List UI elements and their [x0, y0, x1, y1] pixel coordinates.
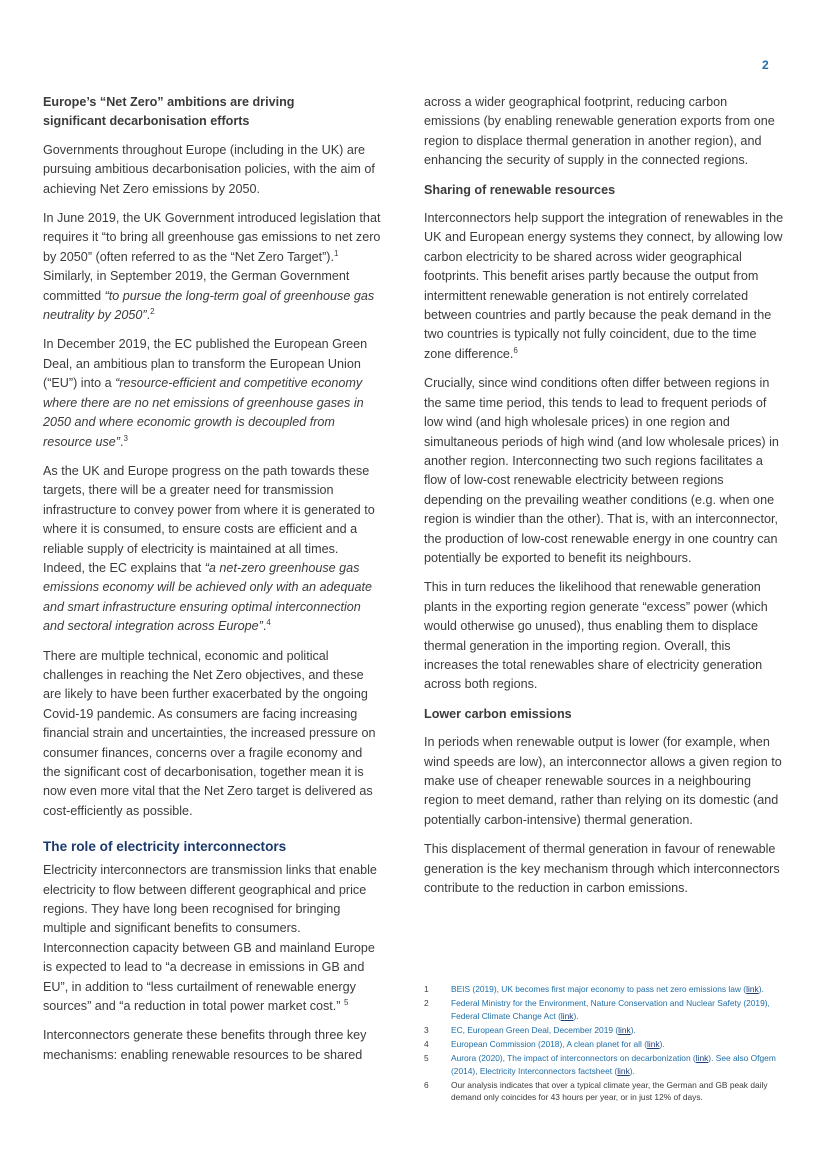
footnote: 1 BEIS (2019), UK becomes first major economy to pass net zero emissions law (link).: [424, 984, 764, 994]
footnotes: [424, 983, 784, 1105]
paragraph: Crucially, since wind conditions often differ between regions in the same time period, this tends to lead to frequent periods of low wind (and high wholesale prices) in one region and simultaneous periods of high wind (and low wholesale prices) in another region. Interconnecting two such regions facilitates a flow of low-cost renewable electricity between regions depending on the prevailing weather conditions (e.g. when one region is windier than the other). That is, with an interconnector, the production of low-cost renewable energy in one country can potentially be exported to benefit its neighbours.: [424, 376, 779, 565]
heading-line-1: Europe’s “Net Zero” ambitions are driving: [43, 95, 295, 109]
paragraph: This displacement of thermal generation in favour of renewable generation is the key mechanism through which interconnectors contribute to the reduction in carbon emissions.: [424, 842, 780, 896]
left-column: [43, 93, 383, 1075]
right-column: [424, 93, 784, 908]
paragraph: In June 2019, the UK Government introduced legislation that requires it “to bring all greenhouse gas emissions to net zero by 2050” (often referred to as the “Net Zero Target”).$^1$ Similarly, in September 2019, the German Government committed “to pursue the long-term goal of greenhouse gas neutrality by 2050”.$^2$: [43, 211, 381, 323]
paragraph: This in turn reduces the likelihood that renewable generation plants in the exporting region generate “excess” power (which would otherwise go unused), thus enabling them to displace thermal generation in the importing region. Overall, this increases the total renewables share of electricity generation across both regions.: [424, 580, 768, 692]
section-heading-net-zero: [43, 93, 383, 132]
footnote-link[interactable]: link: [647, 1038, 660, 1049]
footnote-ref[interactable]: 6: [513, 345, 518, 355]
footnote: 2 Federal Ministry for the Environment, Nature Conservation and Nuclear Safety (2019), Federal Climate Change Act (link).: [424, 998, 770, 1021]
footnote-ref[interactable]: 1: [333, 248, 339, 258]
paragraph: Interconnectors generate these benefits through three key mechanisms: enabling renewable resources to be shared: [43, 1028, 367, 1062]
footnote: 6 Our analysis indicates that over a typical climate year, the German and GB peak daily demand only coincides for 43 hours per year, or in just 12% of days.: [424, 1079, 768, 1103]
paragraph: Governments throughout Europe (including in the UK) are pursuing ambitious decarbonisation policies, with the aim of achieving Net Zero emissions by 2050.: [43, 142, 375, 196]
footnote: 3 EC, European Green Deal, December 2019 (link).: [424, 1024, 636, 1035]
paragraph: There are multiple technical, economic and political challenges in reaching the Net Zero objectives, and these are likely to have been further exacerbated by the ongoing Covid-19 pandemic. As consumers are facing increasing financial strain and uncertainties, the increased pressure on consumer finances, concerns over a fragile economy and the significant cost of decarbonisation, together mean it is now even more vital that the Net Zero target is delivered as cost-efficiently as possible.: [43, 648, 376, 818]
footnote-link[interactable]: link: [695, 1052, 709, 1063]
footnote-ref[interactable]: 3: [123, 433, 128, 443]
footnote-link[interactable]: link: [618, 1024, 631, 1035]
paragraph: In periods when renewable output is lower (for example, when wind speeds are low), an interconnector allows a given region to make use of cheaper renewable sources in a neighbouring region to meet demand, rather than relying on its domestic (and potentially carbon-intensive) thermal generation.: [424, 735, 782, 827]
footnote-link[interactable]: link: [746, 984, 759, 994]
footnote-ref[interactable]: 4: [266, 618, 271, 628]
paragraph: In December 2019, the EC published the European Green Deal, an ambitious plan to transform the European Union (“EU”) into a “resource-efficient and competitive economy where there are no net emissions of greenhouse gases in 2050 and where economic growth is decoupled from resource use”.$^3$: [43, 337, 368, 449]
footnote-ref[interactable]: 2: [150, 307, 155, 317]
section-title-interconnectors: The role of electricity interconnectors: [43, 839, 287, 855]
paragraph: Electricity interconnectors are transmission links that enable electricity to flow between different geographical and price regions. They have long been recognised for bringing multiple and significant benefits to consumers. Interconnection capacity between GB and mainland Europe is expected to lead to “a decrease in emissions in GB and EU”, in addition to “less curtailment of renewable energy sources” and “a reduction in total power market cost.” $^5$: [43, 863, 377, 1014]
page-number: 2: [762, 58, 769, 72]
heading-line-2: significant decarbonisation efforts: [43, 114, 250, 129]
footnote-link[interactable]: link: [560, 1010, 574, 1021]
footnote: 5 Aurora (2020), The impact of interconnectors on decarbonization (link). See also Ofgem (2014), Electricity Interconnectors factsheet (link).: [424, 1052, 776, 1076]
subheading-lower-carbon: Lower carbon emissions: [424, 706, 572, 721]
footnote: 4 European Commission (2018), A clean planet for all (link).: [424, 1038, 665, 1049]
paragraph: As the UK and Europe progress on the path towards these targets, there will be a greater need for transmission infrastructure to convey power from where it is generated to where it is consumed, to ensure costs are efficient and a reliable supply of electricity is maintained at all times. Indeed, the EC explains that “a net-zero greenhouse gas emissions economy will be achieved only with an adequate and smart infrastructure ensuring optimal interconnection and sectoral integration across Europe”.$^4$: [43, 463, 375, 634]
footnote-link[interactable]: link: [617, 1065, 630, 1076]
footnote-ref[interactable]: 5: [343, 998, 349, 1008]
paragraph: across a wider geographical footprint, reducing carbon emissions (by enabling renewable generation exports from one region to displace thermal generation in another region), and enhancing the security of supply in the connected regions.: [424, 95, 775, 168]
paragraph: Interconnectors help support the integration of renewables in the UK and European energy systems they connect, by allowing low carbon electricity to be shared across wider geographical footprints. This benefit arises partly because the output from intermittent renewable generation is not entirely correlated between countries and partly because the peak demand in the two countries is typically not fully coincident, due to the time zone difference.$^6$: [424, 211, 784, 361]
subheading-sharing: Sharing of renewable resources: [424, 182, 616, 197]
